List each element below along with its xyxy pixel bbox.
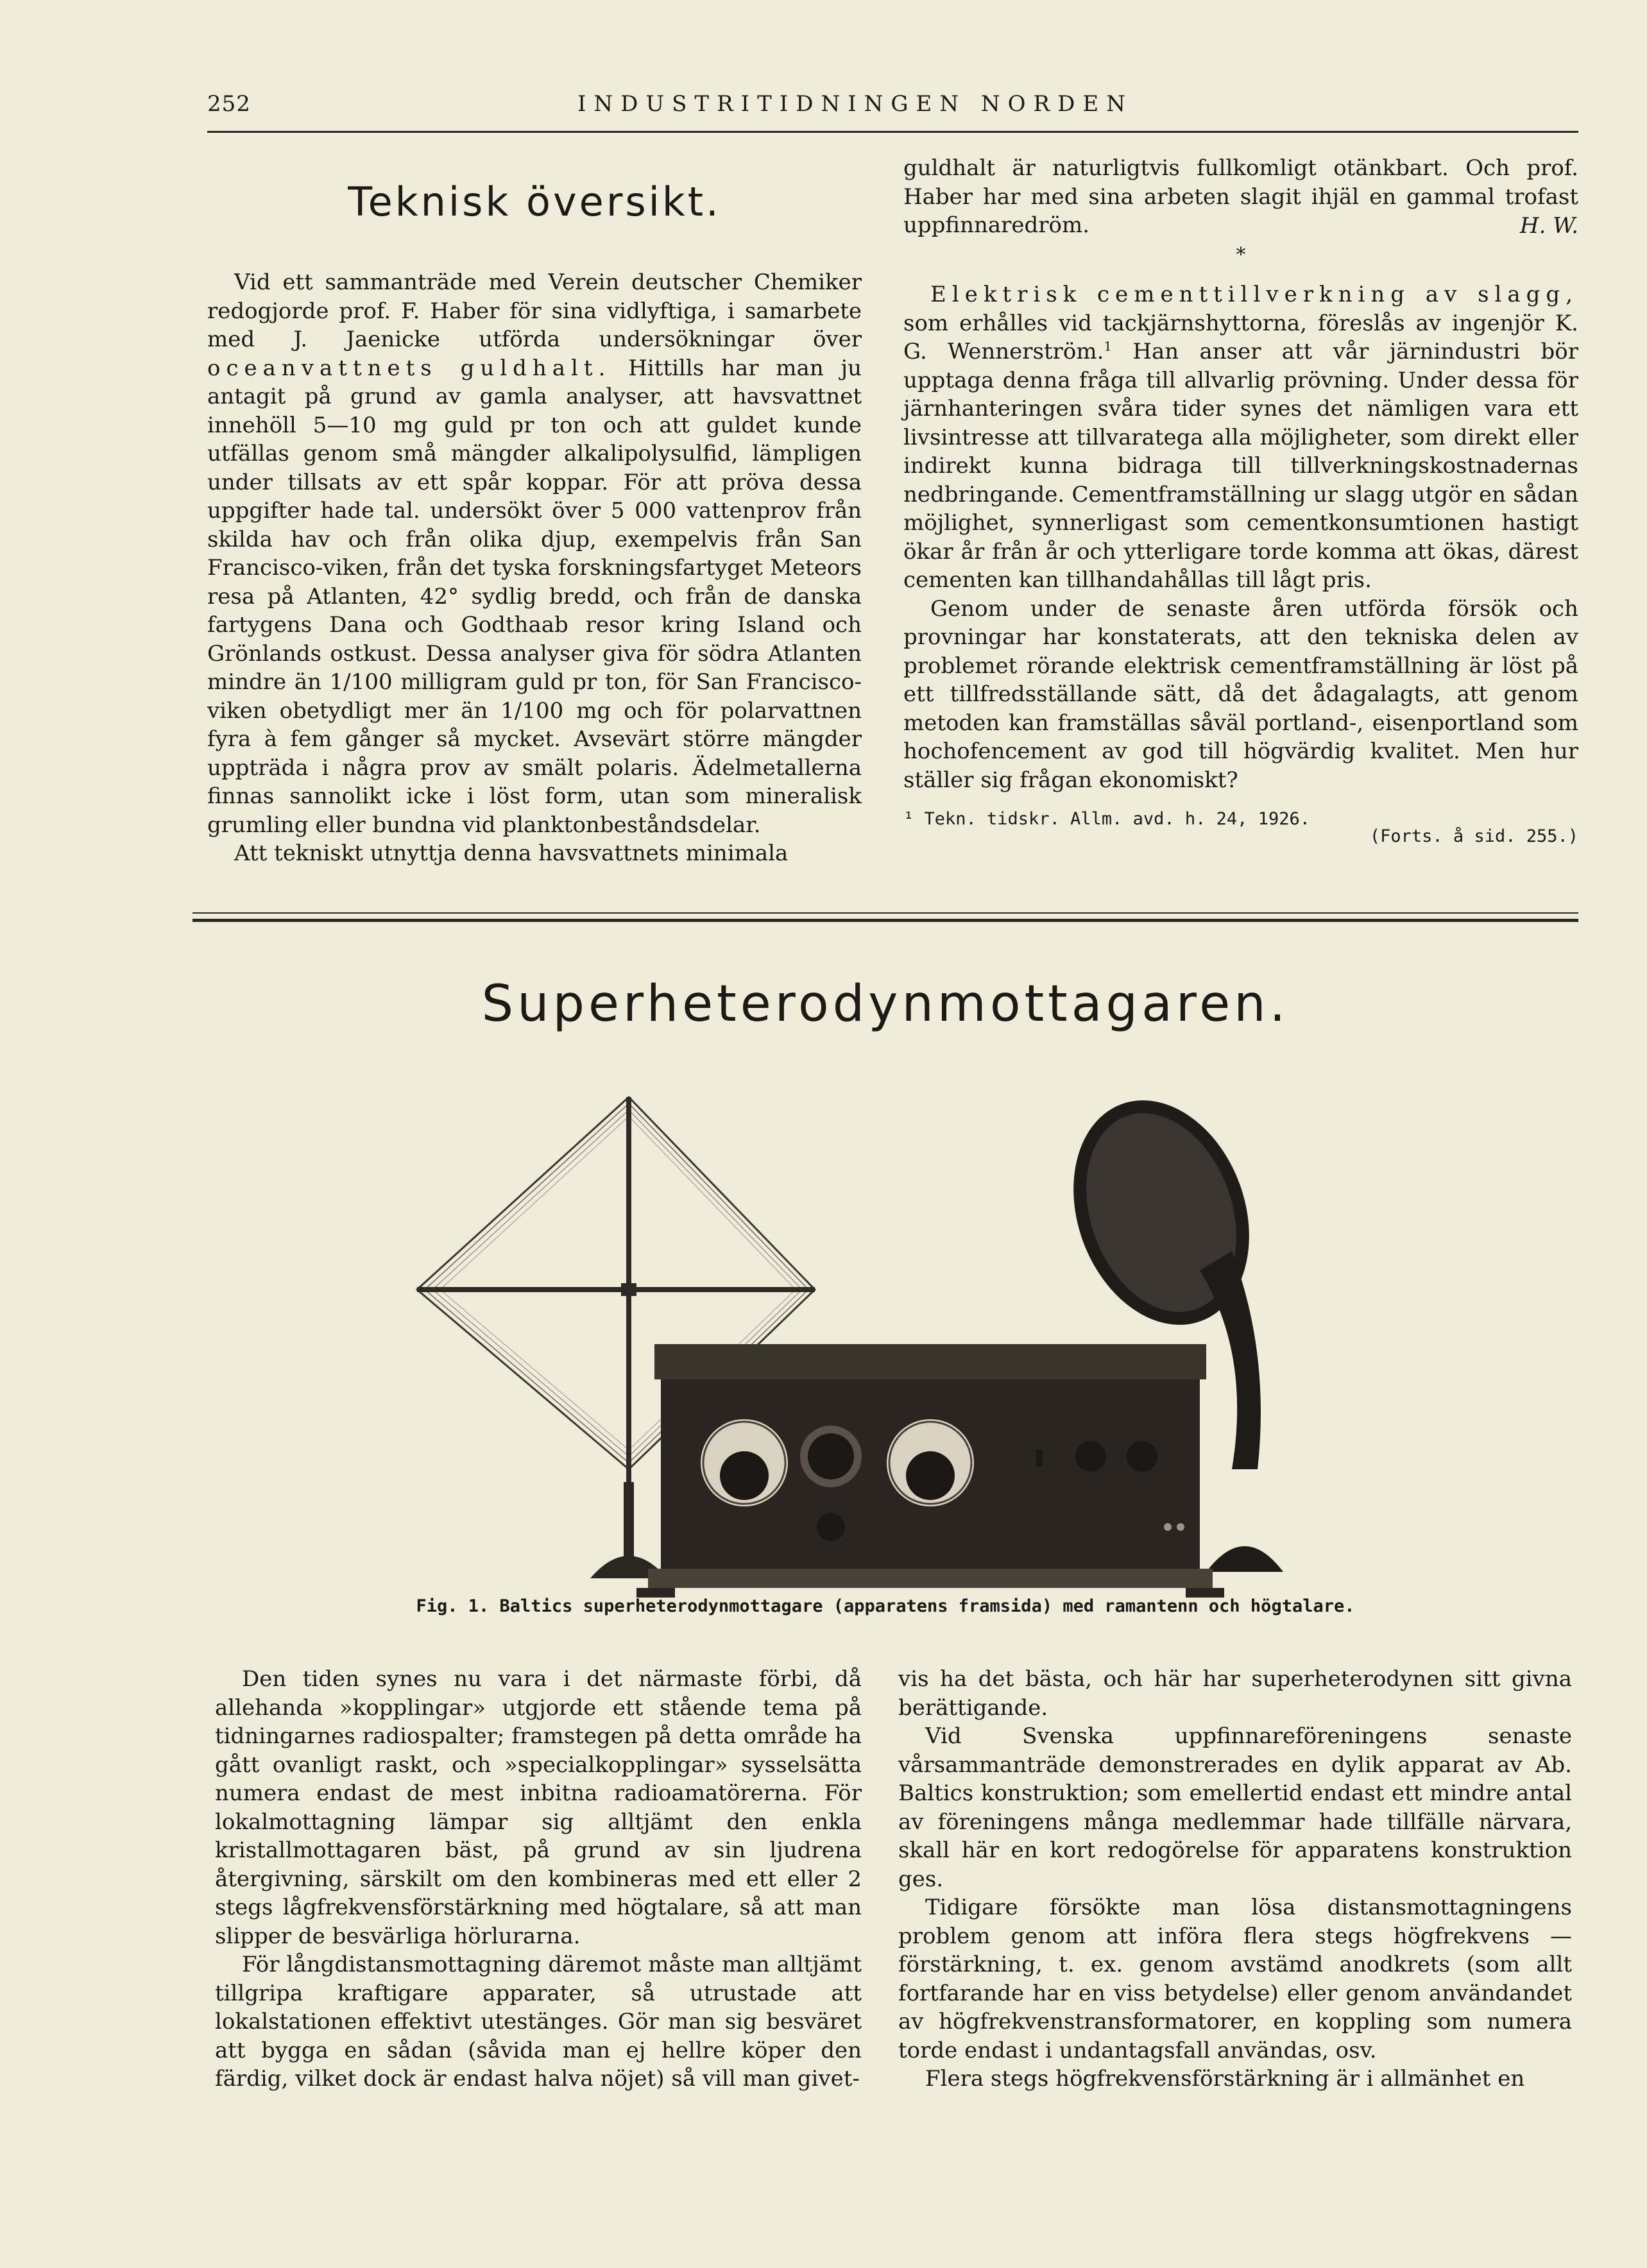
page-number: 252 [207, 91, 251, 117]
article2-right-paragraph-3: Tidigare försökte man lösa distansmottagningens problem genom att införa flera stegs högfrekvens — förstärkning, t. ex. genom avstämd anodkrets (som allt fortfarande har en viss betydelse) eller genom användandet av högfrekvenstransformatorer, en koppling som numera torde endast i undantagsfall användas, osv. [898, 1895, 1572, 2063]
article1-right-column [903, 154, 1578, 846]
article1-intro-cont: Hittills har man ju antagit på grund av gamla analyser, att havsvattnet innehöll 5—10 mg guld pr ton och att guldet kunde utfällas genom små mängder alkalipolysulfid, lämpligen under tillsats av ett spår koppar. För att pröva dessa uppgifter hade tal. undersökt över 5 000 vattenprov från skilda hav och från olika djup, exempelvis från San Francisco-viken, från det tyska forskningsfartyget Meteors resa på Atlanten, 42° sydlig bredd, och från de danska fartygens Dana och Godthaab resor kring Island och Grönlands ostkust. Dessa analyser giva för södra Atlanten mindre än 1/100 milligram guld pr ton, för San Francisco-viken obetydligt mer än 1/100 mg och för polarvattnen fyra à fem gånger så mycket. Avsevärt större mängder uppträda i några prov av smält polaris. Ädelmetallerna finnas sannolikt icke i löst form, utan som mineralisk grumling eller bundna vid planktonbeståndsdelar. [207, 355, 862, 838]
section-separator: * [1236, 244, 1246, 266]
article1-paragraph-intro [207, 268, 862, 839]
continued-note: (Forts. å sid. 255.) [1369, 826, 1578, 846]
article1-title: Teknisk översikt. [348, 178, 721, 225]
section2-body-cont: Han anser att vår järnindustri bör upptaga denna fråga till allvarlig prövning. Under dessa för järnhanteringen svåra tider synes det nämligen vara ett livsintresse att tillvaratega alla möjligheter, som direkt eller indirekt kunna bidraga till tillverkningskostnadernas nedbringande. Cementframställning ur slagg utgör en sådan möjlighet, synnerligast som cementkonsumtionen hastigt ökar år från år och ytterligare torde komma att ökas, därest cementen kan tillhandahållas till lågt pris. [903, 339, 1578, 593]
article1-signature: H. W. [1519, 212, 1578, 239]
figure-radio-receiver [398, 1084, 1373, 1598]
article1-left-column [207, 268, 862, 868]
section2-paragraph-2: Genom under de senaste åren utförda försök och provningar har konstaterats, att den tekniska delen av problemet rörande elektrisk cementframställning är löst på ett tillfredsställande sätt, då det ådagalagts, att genom metoden kan framställas såväl portland-, eisenportland som hochofencement av god till högvärdig kvalitet. Men hur ställer sig frågan ekonomiskt? [903, 595, 1578, 793]
figure-caption: Fig. 1. Baltics superheterodynmottagare (apparatens framsida) med ramantenn och högtalare. [416, 1596, 1355, 1616]
tuning-dial-left [701, 1419, 788, 1506]
section2-body: som erhålles vid tackjärnshyttorna, föreslås av ingenjör K. G. Wennerström. [903, 310, 1578, 364]
article2-title: Superheterodynmottagaren. [481, 975, 1290, 1033]
footnote: ¹ Tekn. tidskr. Allm. avd. h. 24, 1926. [903, 809, 1310, 829]
article1-right-top: guldhalt är naturligtvis fullkomligt otänkbart. Och prof. Haber har med sina arbeten slagit ihjäl en gammal trofast uppfinnaredröm. [903, 155, 1578, 238]
article2-right-paragraph-2: Vid Svenska uppfinnareföreningens senaste vårsammanträde demonstrerades en dylik apparat av Ab. Baltics konstruktion; som emellertid endast ett mindre antal av föreningens många medlemmar hade tillfälle närvara, skall här en kort redogörelse för apparatens konstruktion ges. [898, 1723, 1572, 1892]
article1-intro-text: Vid ett sammanträde med Verein deutscher Chemiker redogjorde prof. F. Haber för sina vidlyftiga, i samarbete med J. Jaenicke utförda undersökningar över [207, 269, 862, 352]
running-head: INDUSTRITIDNINGEN NORDEN [577, 91, 1133, 117]
article2-left-paragraph-1: Den tiden synes nu vara i det närmaste förbi, då allehanda »kopplingar» utgjorde ett stående tema på tidningarnes radiospalter; framstegen på detta område ha gått ovanligt raskt, och »specialkopplingar» sysselsätta numera endast de mest inbitna radioamatörerna. För lokalmottagning lämpar sig alltjämt den enkla kristallmottagaren bäst, på grund av sin ljudrena återgivning, särskilt om den kombineras med ett eller 2 stegs lågfrekvensförstärkning med högtalare, så att man slipper de besvärliga hörlurarna. [215, 1666, 862, 1949]
section2-paragraph [903, 280, 1578, 595]
tuning-dial-right [887, 1419, 974, 1506]
article2-left-column [215, 1665, 862, 2093]
section-rule-thin [192, 912, 1578, 914]
section2-heading: Elektrisk cementtillverkning av slagg, [930, 282, 1578, 307]
article2-right-column [898, 1665, 1572, 2093]
footnote-marker: 1 [1104, 338, 1113, 354]
article2-right-paragraph-4: Flera stegs högfrekvensförstärkning är i allmänhet en [925, 2066, 1525, 2092]
article2-left-paragraph-2: För långdistansmottagning däremot måste man alltjämt tillgripa kraftigare apparater, så utrustade att lokalstationen effektivt utestänges. Gör man sig besväret att bygga en sådan (såvida man ej hellre köper den färdig, vilket dock är endast halva nöjet) så vill man givet- [215, 1952, 862, 2092]
radio-illustration [398, 1084, 1373, 1598]
article2-right-paragraph-1: vis ha det bästa, och här har superheterodynen sitt givna berättigande. [898, 1666, 1572, 1721]
receiver-cabinet [636, 1344, 1224, 1598]
section-rule-thick [192, 919, 1578, 922]
header-rule [207, 131, 1578, 133]
article1-topic: oceanvattnets guldhalt. [207, 355, 611, 381]
article1-paragraph-last: Att tekniskt utnyttja denna havsvattnets minimala [234, 840, 789, 866]
